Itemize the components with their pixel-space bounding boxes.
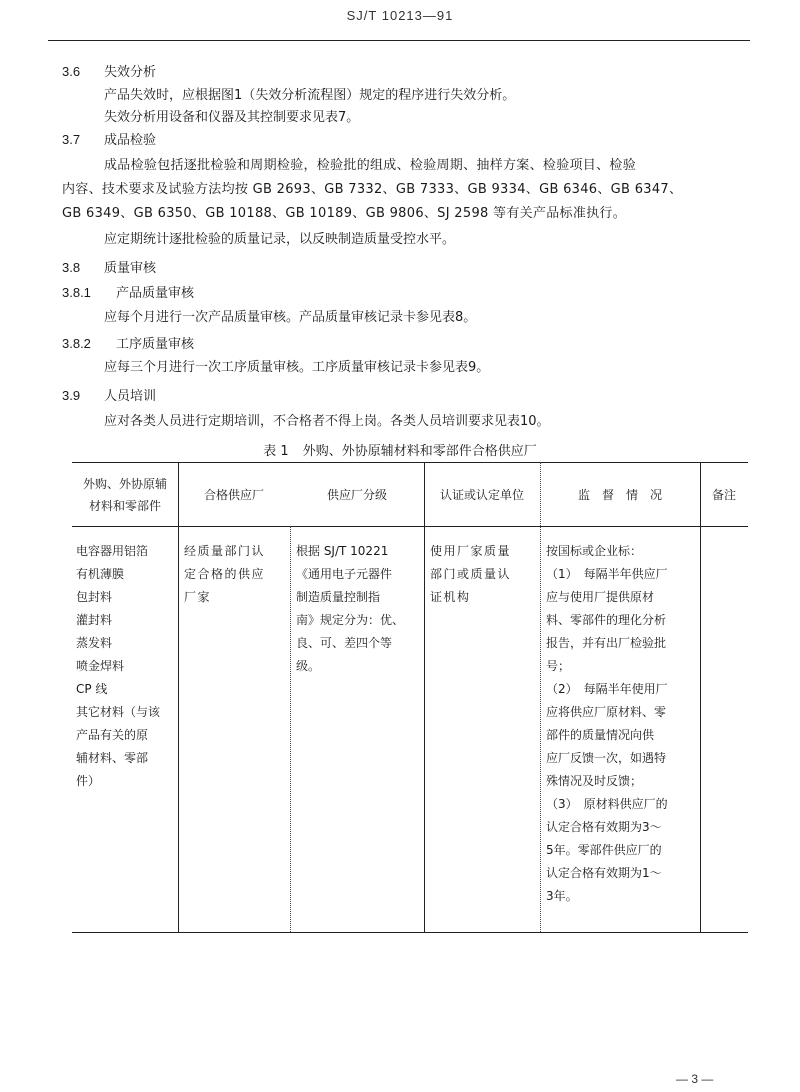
header-remarks: 备注 (711, 488, 736, 502)
section-number: 3.9 (62, 388, 81, 403)
column-divider (540, 462, 541, 932)
cell-text: 灌封料 (76, 613, 113, 627)
cell-text: 应厂反馈一次，如遇特 (546, 751, 667, 765)
column-divider (178, 462, 179, 932)
supplier-table (72, 462, 748, 934)
section-number: 3.8.2 (62, 336, 91, 351)
column-divider (290, 526, 291, 932)
table-caption (0, 440, 800, 459)
cell-materials (76, 540, 176, 793)
cell-text: 定合格的供应 (184, 567, 266, 581)
header-supervision: 监 督 情 况 (577, 488, 662, 502)
column-divider (700, 462, 701, 932)
cell-supervision (546, 540, 698, 908)
paragraph: 产品失效时，应根据图1（失效分析流程图）规定的程序进行失效分析。 (104, 88, 516, 103)
header-rule (48, 40, 750, 41)
cell-text: 辅材料、零部 (76, 751, 149, 765)
section-title: 失效分析 (104, 65, 157, 80)
paragraph: 应每个月进行一次产品质量审核。产品质量审核记录卡参见表8。 (104, 310, 477, 325)
cell-text: 电容器用铝箔 (76, 544, 149, 558)
header-certifying-unit: 认证或认定单位 (439, 488, 524, 502)
cell-certifying-unit (430, 540, 538, 609)
cell-text: 南》规定分为：优、 (296, 613, 405, 627)
section-heading (62, 386, 156, 407)
cell-text: 按国标或企业标： (546, 544, 643, 558)
column-divider (424, 462, 425, 932)
paragraph: 应每三个月进行一次工序质量审核。工序质量审核记录卡参见表9。 (104, 360, 490, 375)
section-heading (62, 283, 194, 304)
cell-qualified-supplier (184, 540, 288, 609)
cell-text: 认定合格有效期为3～ (546, 820, 662, 834)
cell-text: 3年。 (546, 889, 578, 903)
cell-text: 产品有关的原 (76, 728, 149, 742)
paragraph: 应对各类人员进行定期培训，不合格者不得上岗。各类人员培训要求见表10。 (104, 414, 550, 429)
cell-text: 部门或质量认 (430, 567, 512, 581)
cell-text: 殊情况及时反馈； (546, 774, 643, 788)
cell-text: 《通用电子元器件 (296, 567, 393, 581)
section-number: 3.8.1 (62, 285, 91, 300)
section-title: 工序质量审核 (116, 337, 195, 352)
cell-text: 认定合格有效期为1～ (546, 866, 662, 880)
section-number: 3.8 (62, 260, 81, 275)
section-number: 3.7 (62, 132, 81, 147)
cell-text: （2） 每隔半年使用厂 (546, 682, 668, 696)
paragraph: 内容、技术要求及试验方法均按 GB 2693、GB 7332、GB 7333、GB 9334、GB 6346、GB 6347、 (62, 182, 683, 197)
section-heading (62, 258, 156, 279)
cell-text: 件） (76, 774, 101, 788)
standard-code: SJ/T 10213—91 (346, 8, 454, 23)
table-top-rule (72, 462, 748, 463)
cell-text: 应将供应厂原材料、零 (546, 705, 667, 719)
cell-text: 其它材料（与该 (76, 705, 161, 719)
section-title: 人员培训 (104, 389, 157, 404)
header-text: 外购、外协原辅 (82, 477, 167, 491)
cell-text: 制造质量控制指 (296, 590, 381, 604)
cell-text: 厂家 (184, 590, 212, 604)
section-number: 3.6 (62, 64, 81, 79)
section-title: 质量审核 (104, 261, 157, 276)
cell-text: 喷金焊料 (76, 659, 125, 673)
page-number: — 3 — (676, 1072, 714, 1086)
section-title: 产品质量审核 (116, 286, 195, 301)
cell-text: 包封料 (76, 590, 113, 604)
table-number: 表 1 (263, 444, 289, 459)
paragraph: GB 6349、GB 6350、GB 10188、GB 10189、GB 9806、SJ 2598 等有关产品标准执行。 (62, 206, 627, 221)
cell-text: 有机薄膜 (76, 567, 125, 581)
table-title: 外购、外协原辅材料和零部件合格供应厂 (302, 444, 537, 459)
cell-supplier-grade (296, 540, 422, 678)
cell-text: CP 线 (76, 682, 108, 696)
cell-text: 蒸发料 (76, 636, 113, 650)
cell-text: 部件的质量情况向供 (546, 728, 655, 742)
cell-text: 报告，并有出厂检验批 (546, 636, 667, 650)
cell-text: （3） 原材料供应厂的 (546, 797, 668, 811)
paragraph: 成品检验包括逐批检验和周期检验，检验批的组成、检验周期、抽样方案、检验项目、检验 (104, 158, 637, 173)
cell-text: 料、零部件的理化分析 (546, 613, 667, 627)
paragraph: 应定期统计逐批检验的质量记录，以反映制造质量受控水平。 (104, 232, 456, 247)
cell-text: 根据 SJ/T 10221 (296, 544, 389, 558)
cell-text: 号； (546, 659, 571, 673)
cell-text: 应与使用厂提供原材 (546, 590, 655, 604)
cell-text: 5年。零部件供应厂的 (546, 843, 662, 857)
section-title: 成品检验 (104, 133, 157, 148)
header-qualified-supplier: 合格供应厂 (203, 488, 264, 502)
cell-text: 良、可、差四个等 (296, 636, 393, 650)
header-materials (72, 466, 178, 524)
cell-text: （1） 每隔半年供应厂 (546, 567, 668, 581)
paragraph: 失效分析用设备和仪器及其控制要求见表7。 (104, 110, 360, 125)
table-bottom-rule (72, 932, 748, 933)
cell-text: 证机构 (430, 590, 471, 604)
header-text: 材料和零部件 (88, 499, 161, 513)
header-bottom-rule (72, 526, 748, 527)
header-supplier-grade: 供应厂分级 (326, 488, 387, 502)
cell-text: 经质量部门认 (184, 544, 266, 558)
cell-text: 级。 (296, 659, 321, 673)
cell-text: 使用厂家质量 (430, 544, 512, 558)
section-heading (62, 62, 156, 83)
section-heading (62, 130, 156, 151)
section-heading (62, 334, 194, 355)
